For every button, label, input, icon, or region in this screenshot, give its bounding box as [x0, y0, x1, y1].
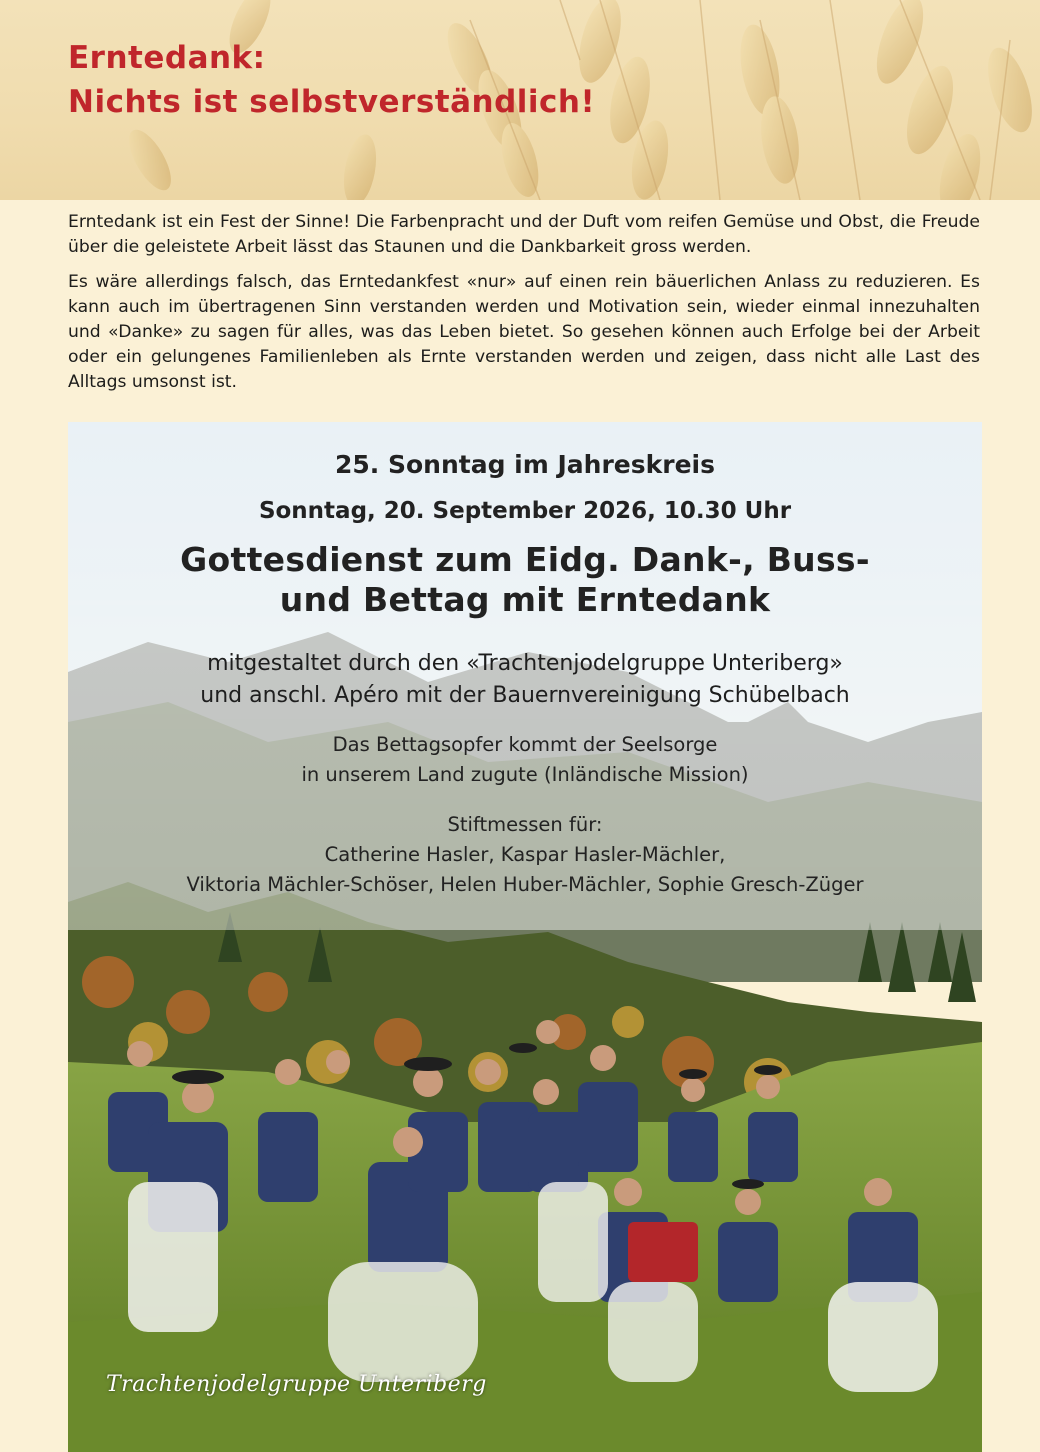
- header-banner: [0, 0, 1040, 200]
- memorial-masses: [68, 810, 982, 900]
- intro-paragraph-2: Es wäre allerdings falsch, das Erntedankfest «nur» auf einen rein bäuerlichen Anlass zu reduzieren. Es kann auch im übertragenen Sinn verstanden werden und Motivation sein, wieder einmal innezuhalten und «Danke» zu sagen für alles, was das Leben bietet. So gesehen können auch Erfolge bei der Arbeit oder ein gelungenes Familienleben als Ernte verstanden werden und zeigen, dass nicht alle Last des Alltags umsonst ist.: [68, 272, 980, 392]
- event-subtitle-line-1: mitgestaltet durch den «Trachtenjodelgruppe Unteriberg»: [207, 651, 843, 676]
- page-title: [68, 36, 595, 124]
- event-info: [68, 422, 982, 930]
- offering-line-1: Das Bettagsopfer kommt der Seelsorge: [332, 733, 718, 756]
- event-subtitle-line-2: und anschl. Apéro mit der Bauernvereinigung Schübelbach: [200, 683, 850, 708]
- event-subtitle: [68, 648, 982, 712]
- masses-line-1: Catherine Hasler, Kaspar Hasler-Mächler,: [324, 843, 726, 866]
- liturgical-day: 25. Sonntag im Jahreskreis: [334, 450, 715, 479]
- masses-line-2: Viktoria Mächler-Schöser, Helen Huber-Mächler, Sophie Gresch-Züger: [186, 873, 864, 896]
- event-title: [68, 540, 982, 620]
- event-title-line-1: Gottesdienst zum Eidg. Dank-, Buss-: [180, 540, 870, 579]
- masses-heading: Stiftmessen für:: [447, 813, 603, 836]
- event-title-line-2: und Bettag mit Erntedank: [279, 580, 771, 619]
- intro-text: [68, 210, 980, 405]
- title-line-1: Erntedank:: [68, 40, 266, 76]
- offering-note: [68, 730, 982, 790]
- title-line-2: Nichts ist selbstverständlich!: [68, 84, 596, 120]
- photo-caption: Trachtenjodelgruppe Unteriberg: [106, 1372, 487, 1397]
- event-photo-panel: [68, 422, 982, 1452]
- accordion-image: [628, 1222, 698, 1282]
- event-date-time: Sonntag, 20. September 2026, 10.30 Uhr: [258, 498, 792, 524]
- intro-paragraph-1: Erntedank ist ein Fest der Sinne! Die Farbenpracht und der Duft vom reifen Gemüse und Obst, die Freude über die geleistete Arbeit lässt das Staunen und die Dankbarkeit gross werden.: [68, 212, 980, 257]
- offering-line-2: in unserem Land zugute (Inländische Mission): [301, 763, 749, 786]
